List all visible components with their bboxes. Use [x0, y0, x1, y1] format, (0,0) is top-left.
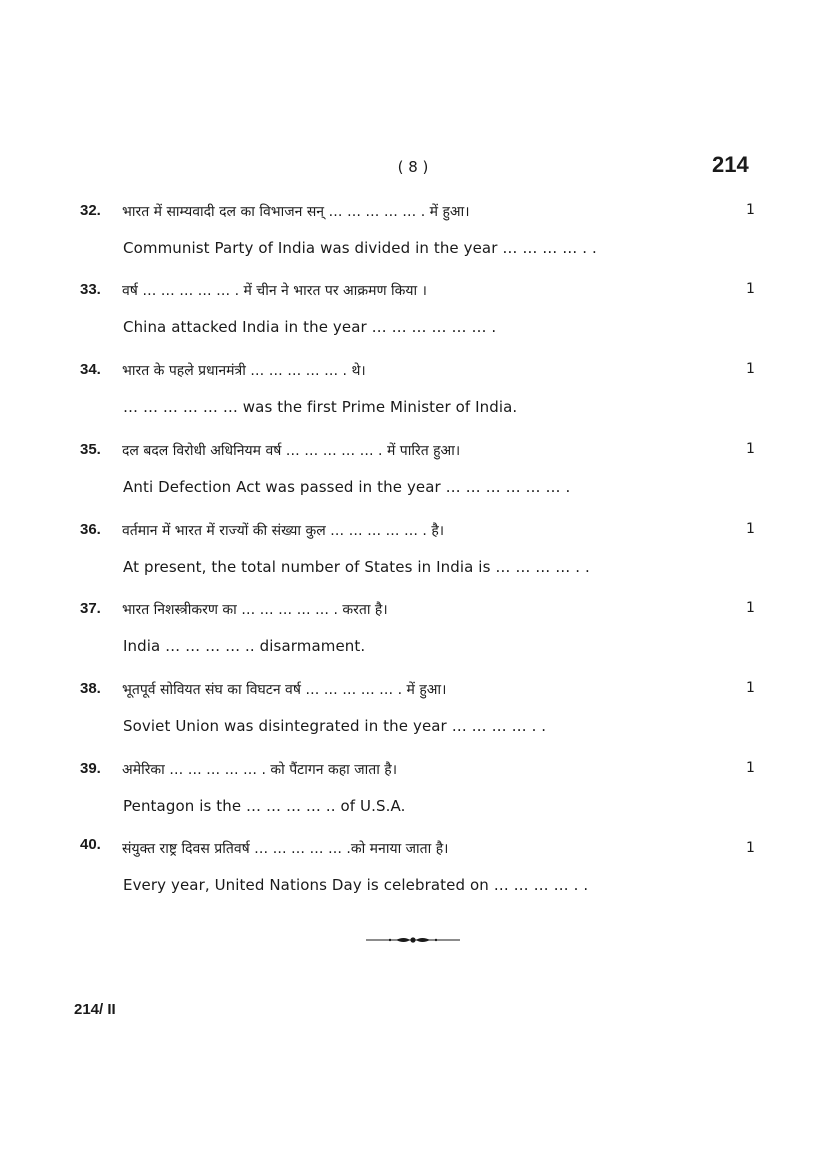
- question-38: [0, 680, 826, 760]
- question-text-english: Every year, United Nations Day is celebrated on … … … … . .: [123, 876, 589, 894]
- question-text-english: Soviet Union was disintegrated in the year … … … … . .: [123, 717, 547, 735]
- question-text-hindi: भारत में साम्यवादी दल का विभाजन सन् … … … … … . में हुआ।: [122, 204, 470, 220]
- question-number: 40.: [80, 836, 101, 853]
- question-text-hindi: वर्तमान में भारत में राज्यों की संख्या कुल … … … … … . है।: [122, 523, 445, 539]
- question-34: [0, 361, 826, 441]
- question-text-english: Pentagon is the … … … … .. of U.S.A.: [123, 797, 406, 815]
- question-text-hindi: अमेरिका … … … … … . को पैंटागन कहा जाता है।: [122, 762, 398, 778]
- question-text-english: At present, the total number of States in India is … … … … . .: [123, 558, 590, 576]
- question-number: 35.: [80, 441, 101, 458]
- question-number: 39.: [80, 760, 101, 777]
- question-marks: 1: [746, 281, 755, 297]
- question-marks: 1: [746, 760, 755, 776]
- question-number: 34.: [80, 361, 101, 378]
- question-number: 36.: [80, 521, 101, 538]
- question-number: 38.: [80, 680, 101, 697]
- question-text-hindi: भूतपूर्व सोवियत संघ का विघटन वर्ष … … … … … . में हुआ।: [122, 682, 447, 698]
- question-text-hindi: भारत निशस्त्रीकरण का … … … … … . करता है।: [122, 602, 388, 618]
- question-text-hindi: वर्ष … … … … … . में चीन ने भारत पर आक्रमण किया ।: [122, 283, 427, 299]
- question-text-hindi: दल बदल विरोधी अधिनियम वर्ष … … … … … . में पारित हुआ।: [122, 443, 461, 459]
- footer-paper-code: 214/ II: [74, 1001, 116, 1018]
- question-text-english: China attacked India in the year … … … … … … .: [123, 318, 497, 336]
- question-number: 33.: [80, 281, 101, 298]
- question-text-english: India … … … … .. disarmament.: [123, 637, 366, 655]
- question-text-hindi: संयुक्त राष्ट्र दिवस प्रतिवर्ष … … … … … .को मनाया जाता है।: [122, 841, 449, 857]
- question-text-hindi: भारत के पहले प्रधानमंत्री … … … … … . थे।: [122, 363, 366, 379]
- question-36: [0, 521, 826, 601]
- question-marks: 1: [746, 840, 755, 856]
- question-text-english: … … … … … … was the first Prime Minister of India.: [123, 398, 518, 416]
- question-marks: 1: [746, 202, 755, 218]
- question-33: [0, 281, 826, 361]
- question-text-english: Communist Party of India was divided in the year … … … … . .: [123, 239, 597, 257]
- question-marks: 1: [746, 441, 755, 457]
- question-35: [0, 441, 826, 521]
- question-marks: 1: [746, 521, 755, 537]
- question-39: [0, 760, 826, 840]
- question-37: [0, 600, 826, 680]
- question-marks: 1: [746, 600, 755, 616]
- page-number: ( 8 ): [397, 158, 429, 176]
- end-ornament-icon: [366, 932, 460, 948]
- paper-code: 214: [712, 152, 749, 177]
- question-marks: 1: [746, 361, 755, 377]
- question-40: [0, 836, 826, 916]
- question-number: 37.: [80, 600, 101, 617]
- question-marks: 1: [746, 680, 755, 696]
- question-number: 32.: [80, 202, 101, 219]
- question-text-english: Anti Defection Act was passed in the year … … … … … … .: [123, 478, 571, 496]
- question-32: [0, 202, 826, 282]
